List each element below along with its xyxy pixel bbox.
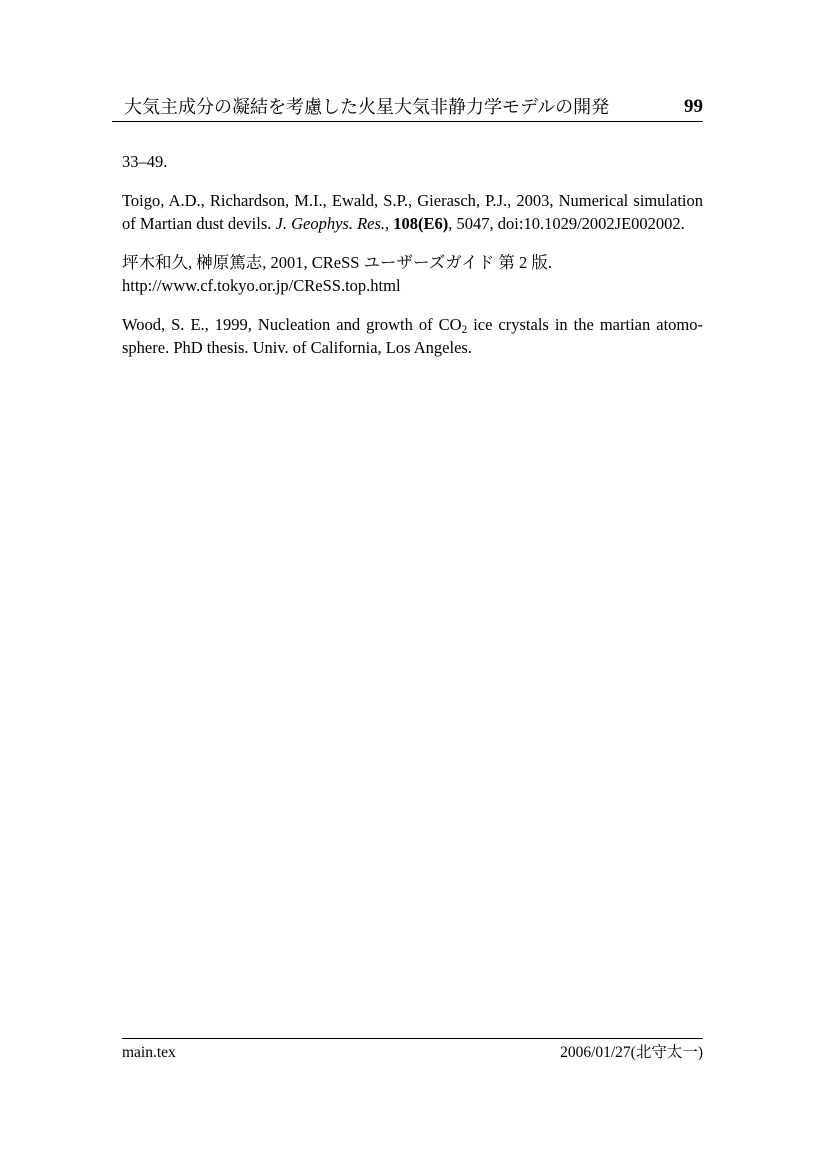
reference-line: 坪木和久, 榊原篤志, 2001, CReSS ユーザーズガイド 第 2 版. bbox=[122, 253, 552, 272]
page-header bbox=[112, 97, 703, 122]
reference-item bbox=[122, 189, 703, 235]
reference-line: sphere. PhD thesis. Univ. of California, Los Angeles. bbox=[122, 338, 472, 357]
reference-item bbox=[122, 251, 703, 297]
references-list bbox=[122, 150, 703, 375]
page-number: 99 bbox=[684, 96, 703, 117]
reference-line: Toigo, A.D., Richardson, M.I., Ewald, S.P., Gierasch, P.J., 2003, Numerical simulation bbox=[122, 191, 703, 210]
reference-line: http://www.cf.tokyo.or.jp/CReSS.top.html bbox=[122, 276, 401, 295]
reference-line: Wood, S. E., 1999, Nucleation and growth of CO2 ice crystals in the martian atomo- bbox=[122, 315, 703, 336]
footer-date-author: 2006/01/27(北守太一) bbox=[560, 1044, 703, 1061]
reference-line: of Martian dust devils. J. Geophys. Res., 108(E6), 5047, doi:10.1029/2002JE002002. bbox=[122, 214, 685, 233]
reference-line: 33–49. bbox=[122, 152, 168, 171]
footer-filename: main.tex bbox=[122, 1044, 176, 1061]
reference-item bbox=[122, 150, 703, 173]
page-footer bbox=[122, 1038, 703, 1062]
running-header-title: 大気主成分の凝結を考慮した火星大気非静力学モデルの開発 bbox=[124, 97, 610, 117]
reference-item bbox=[122, 313, 703, 359]
